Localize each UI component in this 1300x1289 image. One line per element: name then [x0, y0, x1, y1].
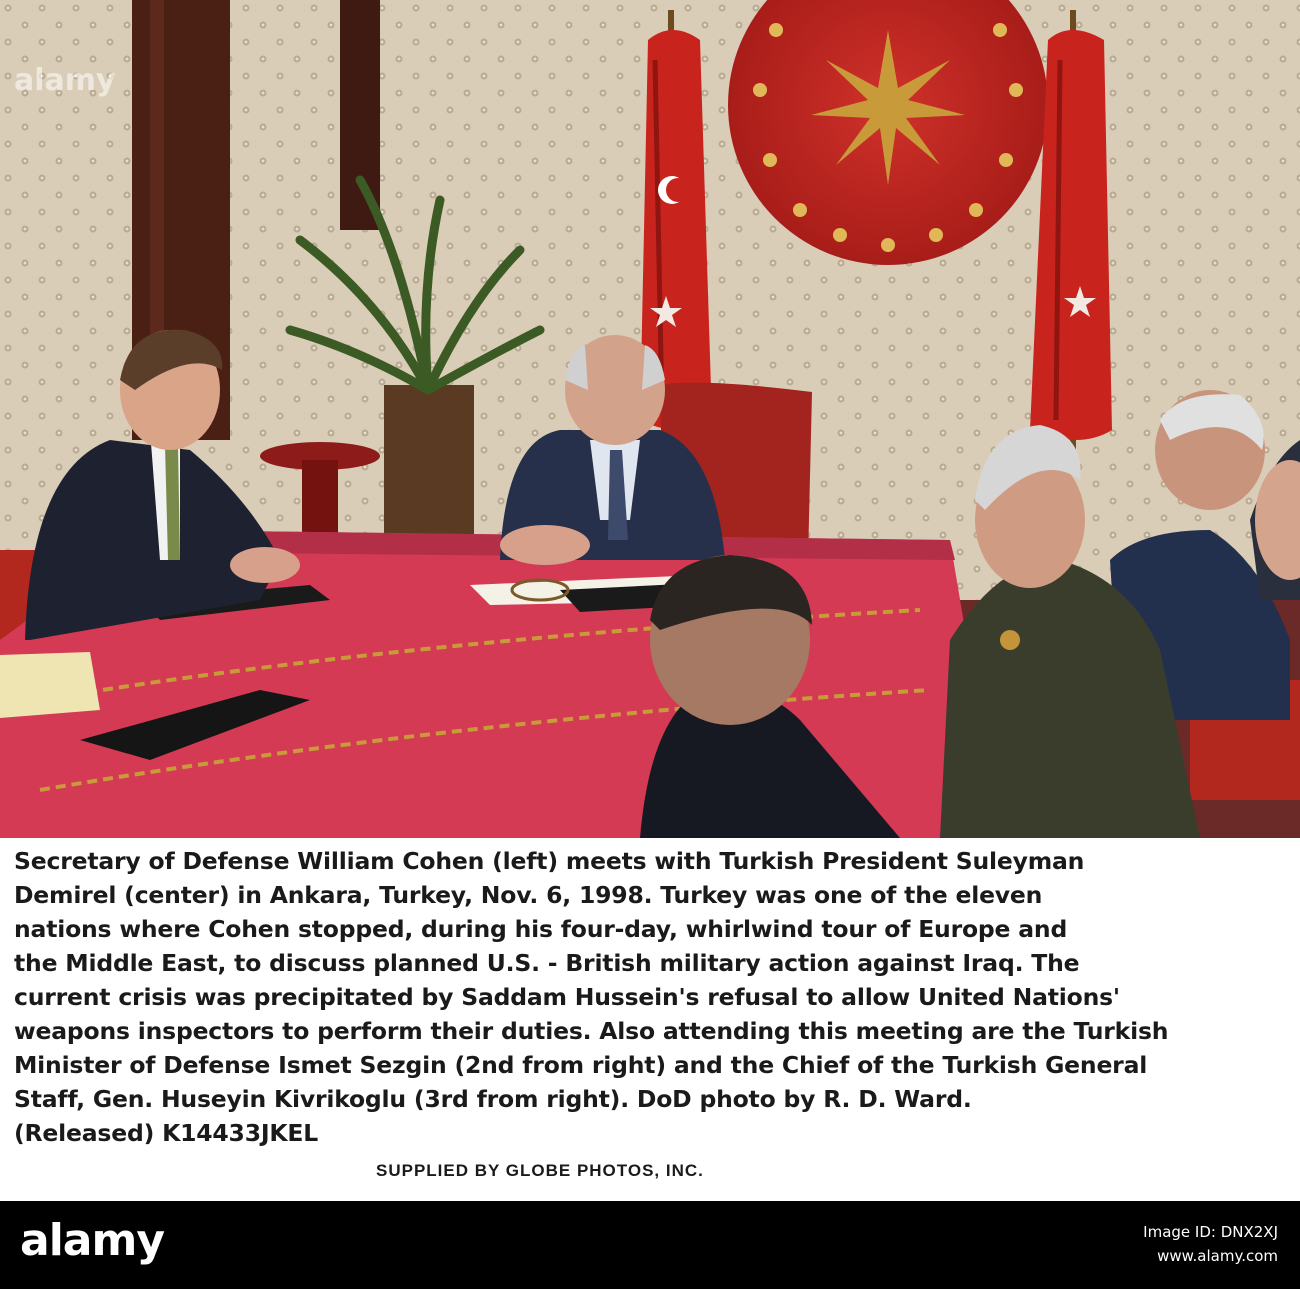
- photo-caption: [14, 846, 1289, 1186]
- alamy-url: www.alamy.com: [1157, 1247, 1278, 1265]
- caption-line: weapons inspectors to perform their duties. Also attending this meeting are the Turkish: [14, 1017, 1169, 1045]
- caption-line: the Middle East, to discuss planned U.S. - British military action against Iraq. The: [14, 949, 1080, 977]
- alamy-logo: alamy: [20, 1215, 164, 1266]
- caption-line: nations where Cohen stopped, during his four-day, whirlwind tour of Europe and: [14, 915, 1068, 943]
- photo-watermark: alamy: [14, 63, 116, 98]
- caption-line: Secretary of Defense William Cohen (left) meets with Turkish President Suleyman: [14, 847, 1085, 875]
- caption-line: current crisis was precipitated by Saddam Hussein's refusal to allow United Nations': [14, 983, 1120, 1011]
- alamy-footer: [0, 1201, 1300, 1289]
- caption-line: Minister of Defense Ismet Sezgin (2nd from right) and the Chief of the Turkish General: [14, 1051, 1148, 1079]
- supplied-credit: SUPPLIED BY GLOBE PHOTOS, INC.: [376, 1161, 704, 1180]
- caption-line: (Released) K14433JKEL: [14, 1119, 319, 1147]
- caption-line: Demirel (center) in Ankara, Turkey, Nov. 6, 1998. Turkey was one of the eleven: [14, 881, 1043, 909]
- image-id: Image ID: DNX2XJ: [1143, 1223, 1278, 1241]
- caption-line: Staff, Gen. Huseyin Kivrikoglu (3rd from right). DoD photo by R. D. Ward.: [14, 1085, 972, 1113]
